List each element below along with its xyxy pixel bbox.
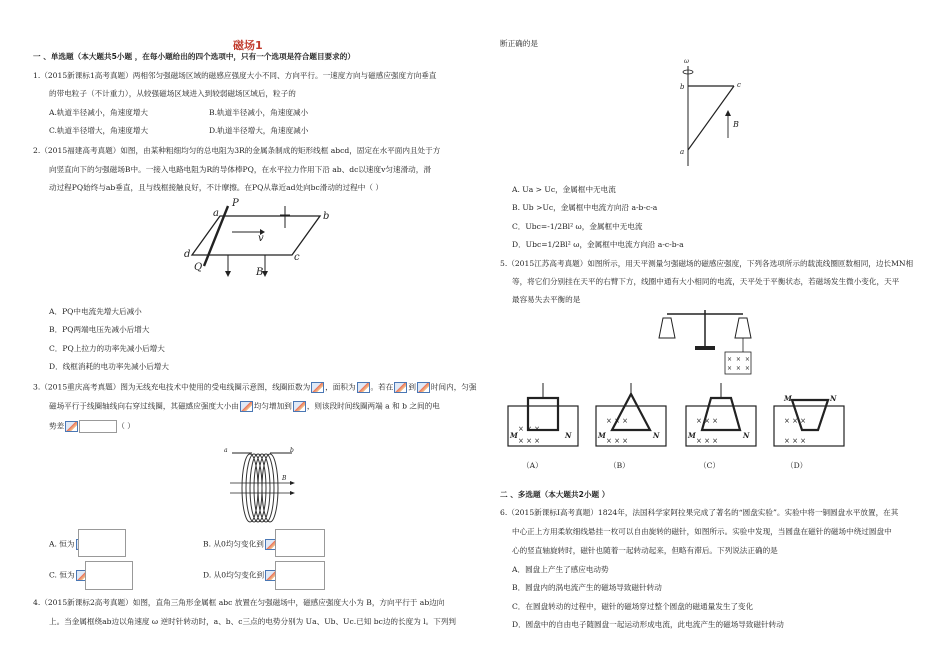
q5-a-field-2: × × × xyxy=(518,437,541,445)
q1-line2: 的带电粒子（不计重力），从较强磁场区域进入到较弱磁场区域后，粒子的 xyxy=(49,89,296,98)
formula-image-icon xyxy=(394,382,407,393)
q3-option-c-text: C. 恒为 xyxy=(49,570,75,580)
q3-line1-d: 到 xyxy=(408,382,416,392)
q5-d-field-2: × × × xyxy=(784,437,807,445)
q2-option-a[interactable]: A．PQ中电流先增大后减小 xyxy=(49,307,142,316)
q5-a-field: × × × xyxy=(518,425,541,433)
q5-c-label-m: M xyxy=(688,431,696,440)
q4-label-b-field: B xyxy=(733,120,739,129)
q6-option-c[interactable]: C．在圆盘转动的过程中，磁针的磁场穿过整个圆盘的磁通量发生了变化 xyxy=(512,602,754,611)
q4-line1: 4.（2015新课标2高考真题）如图，直角三角形金属框 abc 放置在匀强磁场中，磁感应强度大小为 B，方向平行于 ab边向 xyxy=(33,598,445,607)
q5-a-label-m: M xyxy=(510,431,518,440)
q4-label-a: a xyxy=(680,148,685,156)
q2-label-a: a xyxy=(213,208,219,219)
q2-label-b-field: B xyxy=(256,267,264,278)
q5-c-label-n: N xyxy=(743,431,750,440)
formula-image-icon xyxy=(417,382,430,393)
q5-a-label-n: N xyxy=(565,431,572,440)
q2-label-v: v xyxy=(258,233,264,244)
q3-line2-c: ，则该段时间线圈两端 a 和 b 之间的电 xyxy=(306,401,440,411)
q5-label-c[interactable]: （C） xyxy=(699,461,720,470)
q5-line1: 5.（2015江苏高考真题）如图所示，用天平测量匀强磁场的磁感应强度，下列各选项所示的载流线圈匝数相同，边长MN相 xyxy=(500,259,914,268)
q2-option-d[interactable]: D．线框消耗的电功率先减小后增大 xyxy=(49,362,169,371)
q5-line3: 最容易失去平衡的是 xyxy=(512,295,581,304)
q6-option-d[interactable]: D．圆盘中的自由电子随圆盘一起运动形成电流，此电流产生的磁场导致磁针转动 xyxy=(512,620,784,629)
q4-option-c[interactable]: C．Ubc=-1/2Bl² ω，金属框中无电流 xyxy=(512,222,643,231)
q3-option-d-text: D. 从0均匀变化到 xyxy=(203,570,265,580)
q3-option-b-formula-box xyxy=(275,529,325,557)
q3-line1 xyxy=(33,382,476,393)
q5-balance-field-row1: × × × xyxy=(727,356,751,363)
q4-line2: 上。当金属框绕ab边以角速度 ω 逆时针转动时，a、b、c三点的电势分别为 Ua、Ub、Uc.已知 bc边的长度为 l。下列判 xyxy=(49,617,457,626)
q5-label-b[interactable]: （B） xyxy=(609,461,630,470)
q1-option-d[interactable]: D.轨道半径增大，角速度减小 xyxy=(209,126,309,135)
page-title: 磁场1 xyxy=(233,39,263,52)
q5-d-field: × × × xyxy=(784,417,807,425)
q3-line3 xyxy=(49,420,135,433)
q3-option-a-formula-box xyxy=(78,529,126,557)
q6-option-b[interactable]: B．圆盘内的涡电流产生的磁场导致磁针转动 xyxy=(512,583,662,592)
q4-option-a[interactable]: A. Ua > Uc，金属框中无电流 xyxy=(512,185,616,194)
q5-b-label-m: M xyxy=(598,431,606,440)
q3-option-d[interactable] xyxy=(203,570,279,581)
q5-c-field-2: × × × xyxy=(696,437,719,445)
q2-label-p: P xyxy=(232,198,239,209)
q6-line2: 中心正上方用柔软细线悬挂一枚可以自由旋转的磁针，如图所示。实验中发现，当圆盘在磁针的磁场中绕过圆盘中 xyxy=(512,527,892,536)
q3-line2-b: 均匀增加到 xyxy=(253,401,292,411)
q3-line1-c: 。若在 xyxy=(370,382,394,392)
q4-option-b[interactable]: B. Ub >Uc，金属框中电流方向沿 a-b-c-a xyxy=(512,203,658,212)
formula-image-icon xyxy=(293,401,306,412)
q4-option-d[interactable]: D．Ubc=1/2Bl² ω，金属框中电流方向沿 a-c-b-a xyxy=(512,240,684,249)
q2-line3: 动过程PQ始终与ab垂直，且与线框接触良好，不计摩擦。在PQ从靠近ad处向bc滑动的过程中（ ） xyxy=(49,183,383,192)
q3-option-b-text: B. 从0均匀变化到 xyxy=(203,539,264,549)
q5-c-field: × × × xyxy=(696,417,719,425)
q5-label-d[interactable]: （D） xyxy=(786,461,808,470)
q2-line2: 向竖直向下的匀强磁场B中。一接入电路电阻为R的导体棒PQ，在水平拉力作用下沿 ab、dc以速度v匀速滑动，滑 xyxy=(49,165,431,174)
q2-label-d: d xyxy=(184,249,191,260)
q6-line3: 心的竖直轴旋转时，磁针也随着一起转动起来，但略有滞后。下列说法正确的是 xyxy=(512,546,778,555)
q3-option-a-text: A. 恒为 xyxy=(49,539,75,549)
q2-label-b: b xyxy=(323,211,330,222)
q4-label-c: c xyxy=(737,81,741,89)
q3-line3-a: 势差 xyxy=(49,421,65,431)
q3-label-a: a xyxy=(224,447,228,454)
q3-line1-e: 时间内，匀强 xyxy=(430,382,477,392)
q2-line1: 2.（2015福建高考真题）如图，由某种粗细均匀的总电阻为3R的金属条制成的矩形线框 abcd，固定在水平面内且处于方 xyxy=(33,146,441,155)
q5-line2: 等，将它们分别挂在天平的右臂下方，线圈中通有大小相同的电流，天平处于平衡状态，若磁场发生微小变化，天平 xyxy=(512,277,900,286)
q5-b-label-n: N xyxy=(653,431,660,440)
q5-b-field: × × × xyxy=(606,417,629,425)
q3-option-d-formula-box xyxy=(275,561,325,590)
q3-option-c[interactable] xyxy=(49,570,90,581)
q3-figure-coil xyxy=(222,446,302,524)
q6-option-a[interactable]: A．圆盘上产生了感应电动势 xyxy=(512,565,609,574)
q4-label-omega: ω xyxy=(684,58,689,65)
q1-option-c[interactable]: C.轨道半径增大，角速度增大 xyxy=(49,126,149,135)
q5-balance-field-row2: × × × xyxy=(727,365,751,372)
q1-option-a[interactable]: A.轨道半径减小，角速度增大 xyxy=(49,108,149,117)
q6-line1: 6.（2015新课标Ⅰ高考真题）1824年，法国科学家阿拉果完成了著名的“圆盘实验”。实验中将一铜圆盘水平放置，在其 xyxy=(500,508,899,517)
q1-line1: 1.（2015新课标1高考真题）两相邻匀强磁场区域的磁感应强度大小不同、方向平行。一速度方向与磁感应强度方向垂直 xyxy=(33,71,437,80)
q3-option-b[interactable] xyxy=(203,539,279,550)
formula-image-icon xyxy=(357,382,370,393)
formula-image-icon xyxy=(240,401,253,412)
q2-label-q: Q xyxy=(194,262,203,273)
q3-line1-b: ，面积为 xyxy=(325,382,356,392)
q3-line2-a: 磁场平行于线圈轴线向右穿过线圈，其磁感应强度大小由 xyxy=(49,401,239,411)
q2-option-b[interactable]: B．PQ两端电压先减小后增大 xyxy=(49,325,150,334)
q5-b-field-2: × × × xyxy=(606,437,629,445)
q2-label-c: c xyxy=(294,252,300,263)
q5-label-a[interactable]: （A） xyxy=(522,461,543,470)
formula-box xyxy=(79,420,117,433)
q5-d-label-m: M xyxy=(784,394,792,403)
q5-d-label-n: N xyxy=(830,394,837,403)
q3-line1-a: 3.（2015重庆高考真题）图为无线充电技术中使用的受电线圈示意图，线圈匝数为 xyxy=(33,382,311,392)
q4-line3: 断正确的是 xyxy=(500,39,538,48)
q3-line2 xyxy=(49,401,440,412)
formula-image-icon xyxy=(311,382,324,393)
q4-label-b: b xyxy=(680,83,685,91)
q3-label-b-field: B xyxy=(282,475,287,482)
q3-label-b: b xyxy=(290,447,294,454)
q3-line3-b: （ ） xyxy=(117,421,135,431)
section-multi-choice: 二 、多选题（本大题共2小题 ） xyxy=(500,490,610,499)
section-single-choice: 一 、单选题（本大题共5小题 ，在每小题给出的四个选项中，只有一个选项是符合题目要求的） xyxy=(33,52,355,61)
q1-option-b[interactable]: B.轨道半径减小，角速度减小 xyxy=(209,108,309,117)
q2-option-c[interactable]: C．PQ上拉力的功率先减小后增大 xyxy=(49,344,165,353)
formula-image-icon xyxy=(65,421,78,432)
q3-option-c-formula-box xyxy=(85,561,133,590)
